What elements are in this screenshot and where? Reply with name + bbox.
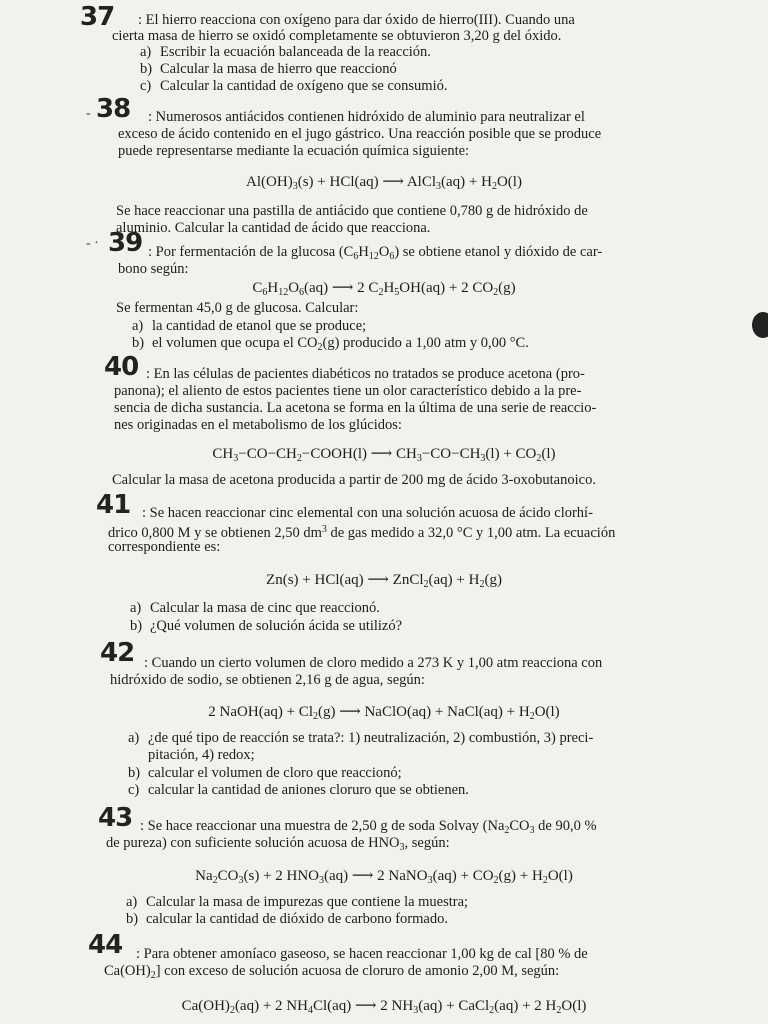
- problem-39-item-a: a) la cantidad de etanol que se produce;: [132, 318, 367, 334]
- problem-41-line-1: : Se hacen reaccionar cinc elemental con una solución acuosa de ácido clorhí-: [142, 505, 593, 521]
- problem-37-item-a: a) Escribir la ecuación balanceada de la reacción.: [140, 44, 431, 60]
- problem-38-after-2: aluminio. Calcular la cantidad de ácido que reacciona.: [116, 220, 431, 236]
- problem-37-line-1: : El hierro reacciona con oxígeno para dar óxido de hierro(III). Cuando una: [138, 12, 575, 28]
- problem-42-line-2: hidróxido de sodio, se obtienen 2,16 g de agua, según:: [110, 672, 425, 688]
- problem-41-item-a: a) Calcular la masa de cinc que reaccionó.: [130, 600, 380, 616]
- problem-38-equation: $Al(OH)_3(s) + HCl(aq)$ ⟶ AlCl$_3$(aq) + $H_2O(l)$: [246, 174, 522, 192]
- problem-38-line-2: exceso de ácido contenido en el jugo gástrico. Una reacción posible que se produce: [118, 126, 602, 142]
- problem-44-line-2: $Ca(OH)_2$] con exceso de solución acuosa de cloruro de amonio 2,00 M, según:: [104, 963, 560, 981]
- problem-40-line-2: panona); el aliento de estos pacientes tiene un olor característico debido a la pre-: [114, 383, 582, 399]
- problem-38-after-1: Se hace reaccionar una pastilla de antiácido que contiene 0,780 g de hidróxido de: [116, 203, 588, 219]
- problem-43-item-a: a) Calcular la masa de impurezas que contiene la muestra;: [126, 894, 469, 910]
- problem-43-line-2: de pureza) con suficiente solución acuosa de $HNO_3$, según:: [106, 835, 450, 853]
- problem-number-43: 43: [98, 803, 133, 833]
- problem-44-line-1: : Para obtener amoníaco gaseoso, se hacen reaccionar 1,00 kg de cal [80 % de: [136, 946, 588, 962]
- problem-number-42: 42: [100, 638, 135, 668]
- problem-42-item-c: c) calcular la cantidad de aniones cloruro que se obtienen.: [128, 782, 469, 798]
- problem-number-44: 44: [88, 930, 123, 960]
- problem-39-item-b: b) el volumen que ocupa el $CO_2(g)$ producido a 1,00 atm y 0,00 °C.: [132, 335, 529, 353]
- problem-40-line-3: sencia de dicha sustancia. La acetona se forma en la última de una serie de reaccio-: [114, 400, 597, 416]
- problem-40-line-1: : En las células de pacientes diabéticos no tratados se produce acetona (pro-: [146, 366, 585, 382]
- problem-39-line-2: bono según:: [118, 261, 189, 277]
- problem-number-39: 39: [108, 228, 143, 258]
- problem-number-41: 41: [96, 490, 131, 520]
- problem-42-line-1: : Cuando un cierto volumen de cloro medido a 273 K y 1,00 atm reacciona con: [144, 655, 603, 671]
- problem-40-equation: $CH_3-CO-CH_2-COOH(l)$ ⟶ $CH_3-CO-CH_3(l) + CO_2(l)$: [212, 446, 556, 464]
- problem-37-item-b: b) Calcular la masa de hierro que reaccionó: [140, 61, 397, 77]
- problem-number-37: 37: [80, 2, 115, 32]
- problem-41-item-b: b) ¿Qué volumen de solución ácida se utilizó?: [130, 618, 403, 634]
- problem-43-equation: $Na_2CO_3(s) + 2$ $HNO_3(aq)$ ⟶ 2 NaNO$_3$(aq) + $CO_2(g) + H_2O(l)$: [195, 868, 573, 886]
- problem-43-item-b: b) calcular la cantidad de dióxido de carbono formado.: [126, 911, 448, 927]
- problem-40-after-1: Calcular la masa de acetona producida a partir de 200 mg de ácido 3-oxobutanoico.: [112, 472, 596, 488]
- problem-43-line-1: : Se hace reaccionar una muestra de 2,50 g de soda Solvay ($Na_2CO_3$ de 90,0 %: [140, 818, 597, 836]
- problem-39-after-1: Se fermentan 45,0 g de glucosa. Calcular:: [116, 300, 359, 316]
- problem-38-line-3: puede representarse mediante la ecuación química siguiente:: [118, 143, 470, 159]
- problem-42-item-b: b) calcular el volumen de cloro que reaccionó;: [128, 765, 402, 781]
- hole-punch-mark: [752, 312, 768, 338]
- problem-39-equation: $C_6H_{12}O_6(aq)$ ⟶ 2 $C_2H_5OH(aq) + 2$ $CO_2(g)$: [252, 280, 516, 298]
- margin-dash: -: [86, 106, 91, 121]
- problem-37-item-c: c) Calcular la cantidad de oxígeno que se consumió.: [140, 78, 448, 94]
- problem-41-line-2: drico 0,800 M y se obtienen 2,50 $dm^3$ de gas medido a 32,0 °C y 1,00 atm. La ecuación: [108, 524, 616, 541]
- problem-40-line-4: nes originadas en el metabolismo de los glúcidos:: [114, 417, 402, 433]
- problem-39-line-1: : Por fermentación de la glucosa $(C_6H_{12}O_6)$ se obtiene etanol y dióxido de car-: [148, 244, 603, 262]
- problem-42-item-a: a) ¿de qué tipo de reacción se trata?: 1) neutralización, 2) combustión, 3) preci-: [128, 730, 594, 746]
- problem-number-40: 40: [104, 352, 139, 382]
- problem-42-equation: 2 NaOH(aq) + $Cl_2(g)$ ⟶ NaClO(aq) + NaCl(aq) + $H_2O(l)$: [208, 704, 560, 722]
- problem-41-equation: Zn(s) + HCl(aq) ⟶ ZnCl$_2$(aq) + $H_2(g)$: [266, 572, 502, 590]
- problem-41-line-3: correspondiente es:: [108, 539, 221, 555]
- problem-38-line-1: : Numerosos antiácidos contienen hidróxido de aluminio para neutralizar el: [148, 109, 585, 125]
- problem-42-item-a-cont: pitación, 4) redox;: [148, 747, 255, 763]
- problem-44-equation: $Ca(OH)_2(aq) + 2$ $NH_4Cl(aq)$ ⟶ 2 $NH_3(aq)$ + CaCl$_2$(aq) + 2 $H_2O(l)$: [181, 998, 587, 1016]
- margin-dash: - ·: [86, 236, 99, 251]
- problem-37-line-2: cierta masa de hierro se oxidó completamente se obtuvieron 3,20 g del óxido.: [112, 28, 562, 44]
- problem-number-38: 38: [96, 94, 131, 124]
